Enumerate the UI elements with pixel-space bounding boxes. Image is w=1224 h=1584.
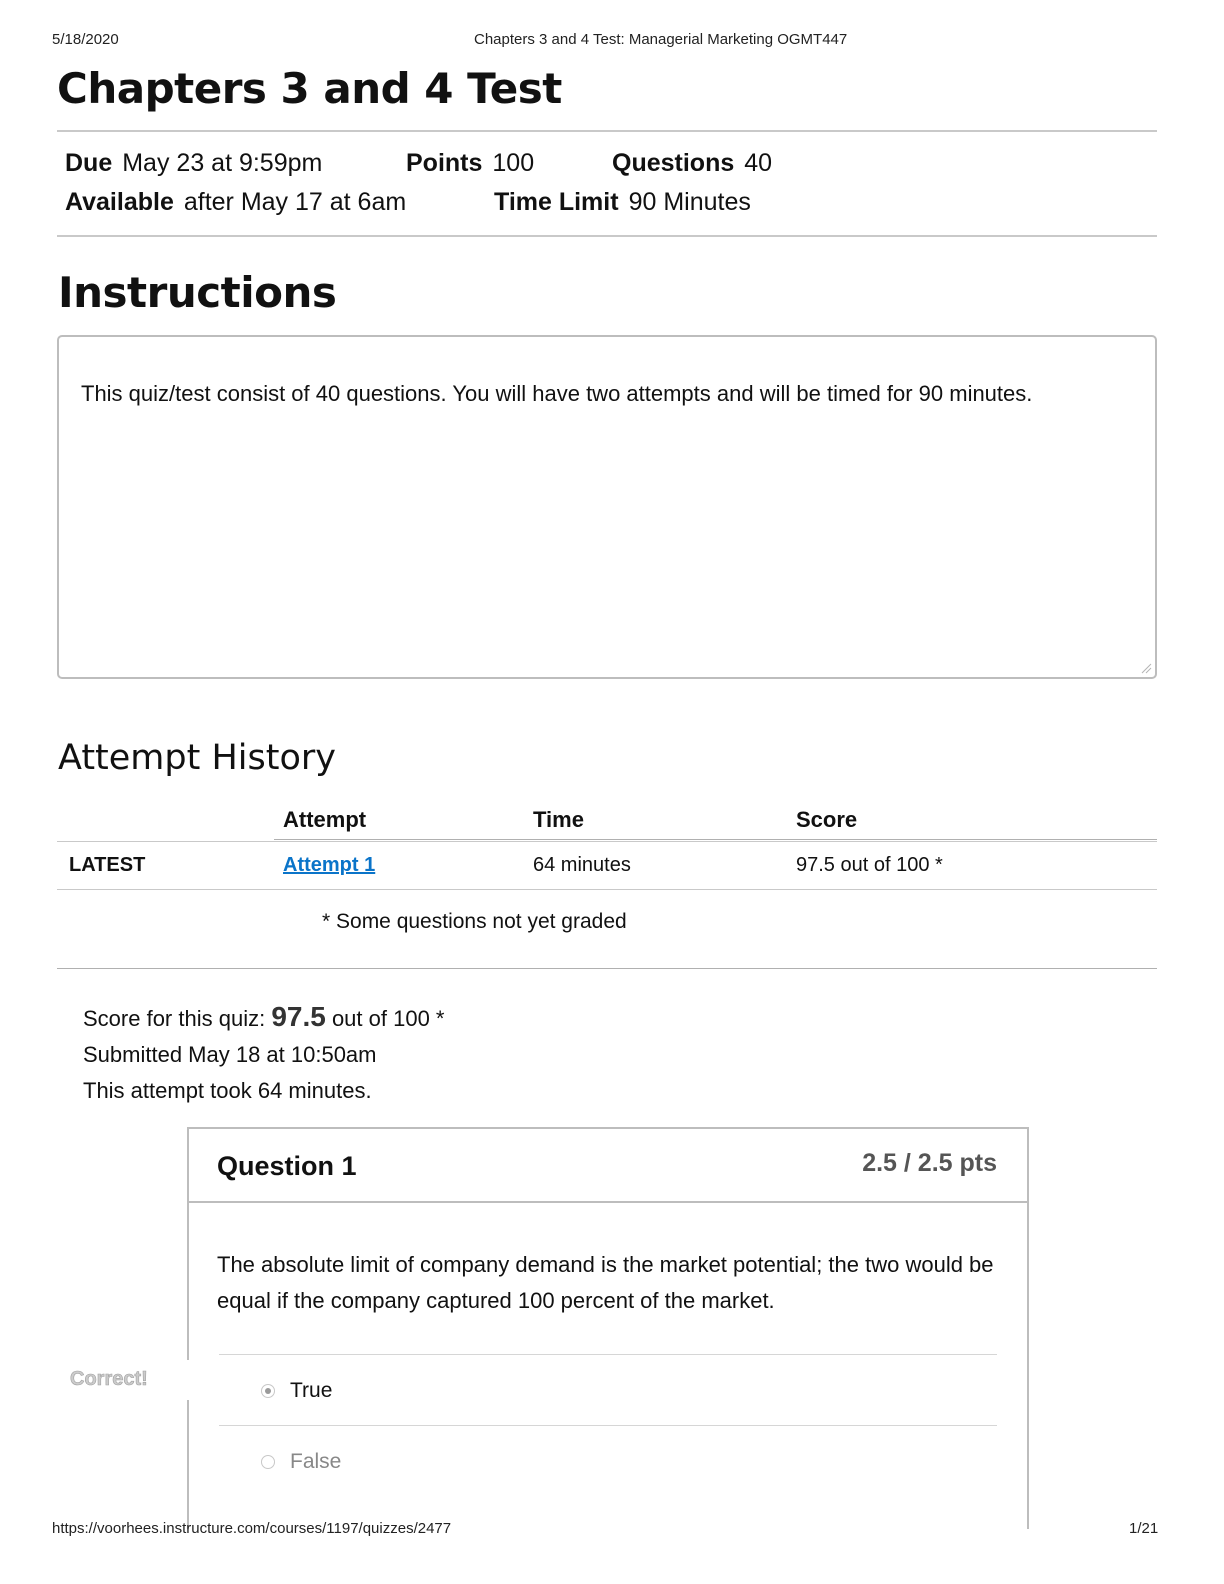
score-summary [83,1001,444,1033]
instructions-title: Instructions [58,268,337,317]
grading-note: * Some questions not yet graded [322,910,627,933]
table-row-bottom-rule [57,889,1157,890]
attempt-1-link[interactable]: Attempt 1 [283,854,376,876]
questions-label: Questions [612,149,735,177]
time-limit-value: 90 Minutes [628,188,751,216]
print-page-number: 1/21 [1129,1520,1159,1537]
question-title: Question 1 [217,1151,357,1181]
resize-grip-icon[interactable] [1140,662,1152,674]
due-value: May 23 at 9:59pm [122,149,323,177]
attempt-time: 64 minutes [533,854,631,876]
question-points: 2.5 / 2.5 pts [862,1149,997,1177]
print-date: 5/18/2020 [52,31,119,48]
attempt-score: 97.5 out of 100 * [796,854,943,876]
table-row-top-rule [57,841,1157,842]
points-value: 100 [492,149,535,177]
due-info [65,149,322,178]
print-doc-title: Chapters 3 and 4 Test: Managerial Marketing OGMT447 [474,31,848,48]
available-label: Available [65,188,174,216]
correct-marker-gap [185,1360,191,1400]
column-header-score: Score [796,807,858,832]
available-info [65,188,406,217]
score-prefix: Score for this quiz: [83,1006,266,1031]
attempt-history-title: Attempt History [58,738,336,778]
column-header-time: Time [533,807,584,832]
points-label: Points [406,149,483,177]
submitted-time: Submitted May 18 at 10:50am [83,1042,377,1067]
history-divider [57,968,1157,969]
page-title: Chapters 3 and 4 Test [57,64,562,113]
questions-info [612,149,772,178]
time-limit-info [494,188,751,217]
attempt-duration: This attempt took 64 minutes. [83,1078,372,1103]
print-url: https://voorhees.instructure.com/courses/1197/quizzes/2477 [52,1520,452,1537]
score-value: 97.5 [271,1001,326,1032]
meta-divider [57,235,1157,237]
radio-selected-icon[interactable] [261,1384,275,1398]
radio-unselected-icon[interactable] [261,1455,275,1469]
points-info [406,149,534,178]
latest-tag: LATEST [69,854,146,876]
questions-value: 40 [744,149,773,177]
table-header-rule [274,839,1157,840]
score-suffix: out of 100 * [331,1006,445,1031]
answer-false[interactable] [261,1450,341,1474]
question-text: The absolute limit of company demand is the market potential; the two would be equal if the company captured 100 percent of the market. [217,1252,994,1313]
available-value: after May 17 at 6am [183,188,407,216]
answer-true-label: True [290,1379,333,1402]
instructions-text: This quiz/test consist of 40 questions. You will have two attempts and will be timed for 90 minutes. [81,381,1033,406]
column-header-attempt: Attempt [283,807,367,832]
question-card [187,1127,1029,1529]
correct-label: Correct! [70,1368,148,1390]
answer-false-label: False [290,1450,342,1473]
answer-divider [219,1354,997,1355]
answer-divider [219,1425,997,1426]
time-limit-label: Time Limit [494,188,619,216]
question-header [189,1129,1027,1203]
due-label: Due [65,149,113,177]
title-divider [57,130,1157,132]
answer-true[interactable] [261,1379,332,1403]
instructions-box[interactable] [57,335,1157,679]
